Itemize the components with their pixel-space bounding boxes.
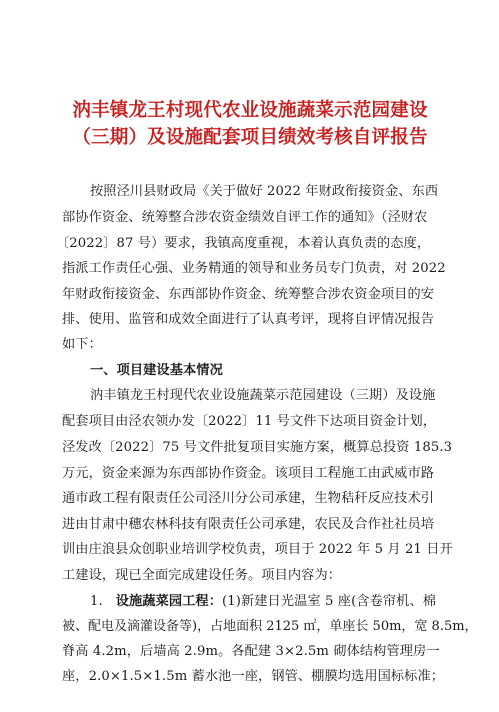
intro-line-7: 如下： — [62, 337, 102, 352]
item-1-label: 设施蔬菜园工程： — [115, 594, 222, 609]
document-title-line-2: （三期）及设施配套项目绩效考核自评报告 — [72, 127, 428, 148]
section-1-line-1: 汭丰镇龙王村现代农业设施蔬菜示范园建设（三期）及设施 — [90, 388, 436, 403]
section-1-line-3: 泾发改〔2022〕75 号文件批复项目实施方案，概算总投资 185.3 — [62, 440, 453, 455]
section-1-line-7: 训由庄浪县众创职业培训学校负责，项目于 2022 年 5 月 21 日开 — [62, 542, 453, 557]
intro-line-6: 排、使用、监管和成效全面进行了认真考评，现将自评情况报告 — [62, 312, 435, 327]
intro-line-1: 按照泾川县财政局《关于做好 2022 年财政衔接资金、东西 — [90, 184, 439, 199]
item-1-first-text: (1)新建日光温室 5 座(含卷帘机、棉 — [222, 594, 437, 609]
intro-line-2: 部协作资金、统筹整合涉农资金绩效自评工作的通知》（泾财农 — [62, 210, 428, 225]
section-1-line-2: 配套项目由泾农领办发〔2022〕11 号文件下达项目资金计划， — [62, 414, 437, 429]
item-1-line-4: 座，2.0×1.5×1.5m 蓄水池一座，钢管、棚膜均选用国标标准； — [62, 669, 445, 684]
intro-line-3: 〔2022〕87 号）要求，我镇高度重视，本着认真负责的态度， — [56, 236, 431, 251]
item-1-line-3: 脊高 4.2m，后墙高 2.9m。各配建 3×2.5m 砌体结构管理房一 — [62, 644, 440, 659]
document-title-line-1: 汭丰镇龙王村现代农业设施蔬菜示范园建设 — [72, 100, 428, 121]
item-1-number: 1. — [90, 594, 103, 609]
intro-line-5: 年财政衔接资金、东西部协作资金、统筹整合涉农资金项目的安 — [62, 287, 435, 302]
section-1-line-8: 工建设，现已全面完成建设任务。项目内容为： — [62, 568, 342, 583]
section-1-line-4: 万元，资金来源为东西部协作资金。该项目工程施工由武威市路 — [62, 466, 435, 481]
intro-line-4: 指派工作责任心强、业务精通的领导和业务员专门负责，对 2022 — [62, 261, 446, 276]
section-1-line-6: 进由甘肃中穗农林科技有限责任公司承建，农民及合作社社员培 — [62, 517, 435, 532]
item-1-line-2: 被、配电及滴灌设备等)，占地面积 2125 ㎡，单座长 50m，宽 8.5m， — [62, 619, 478, 634]
section-1-heading: 一、项目建设基本情况 — [90, 363, 223, 378]
item-1-first-line — [90, 590, 436, 609]
section-1-line-5: 通市政工程有限责任公司泾川分公司承建，生物秸秆反应技术引 — [62, 491, 435, 506]
